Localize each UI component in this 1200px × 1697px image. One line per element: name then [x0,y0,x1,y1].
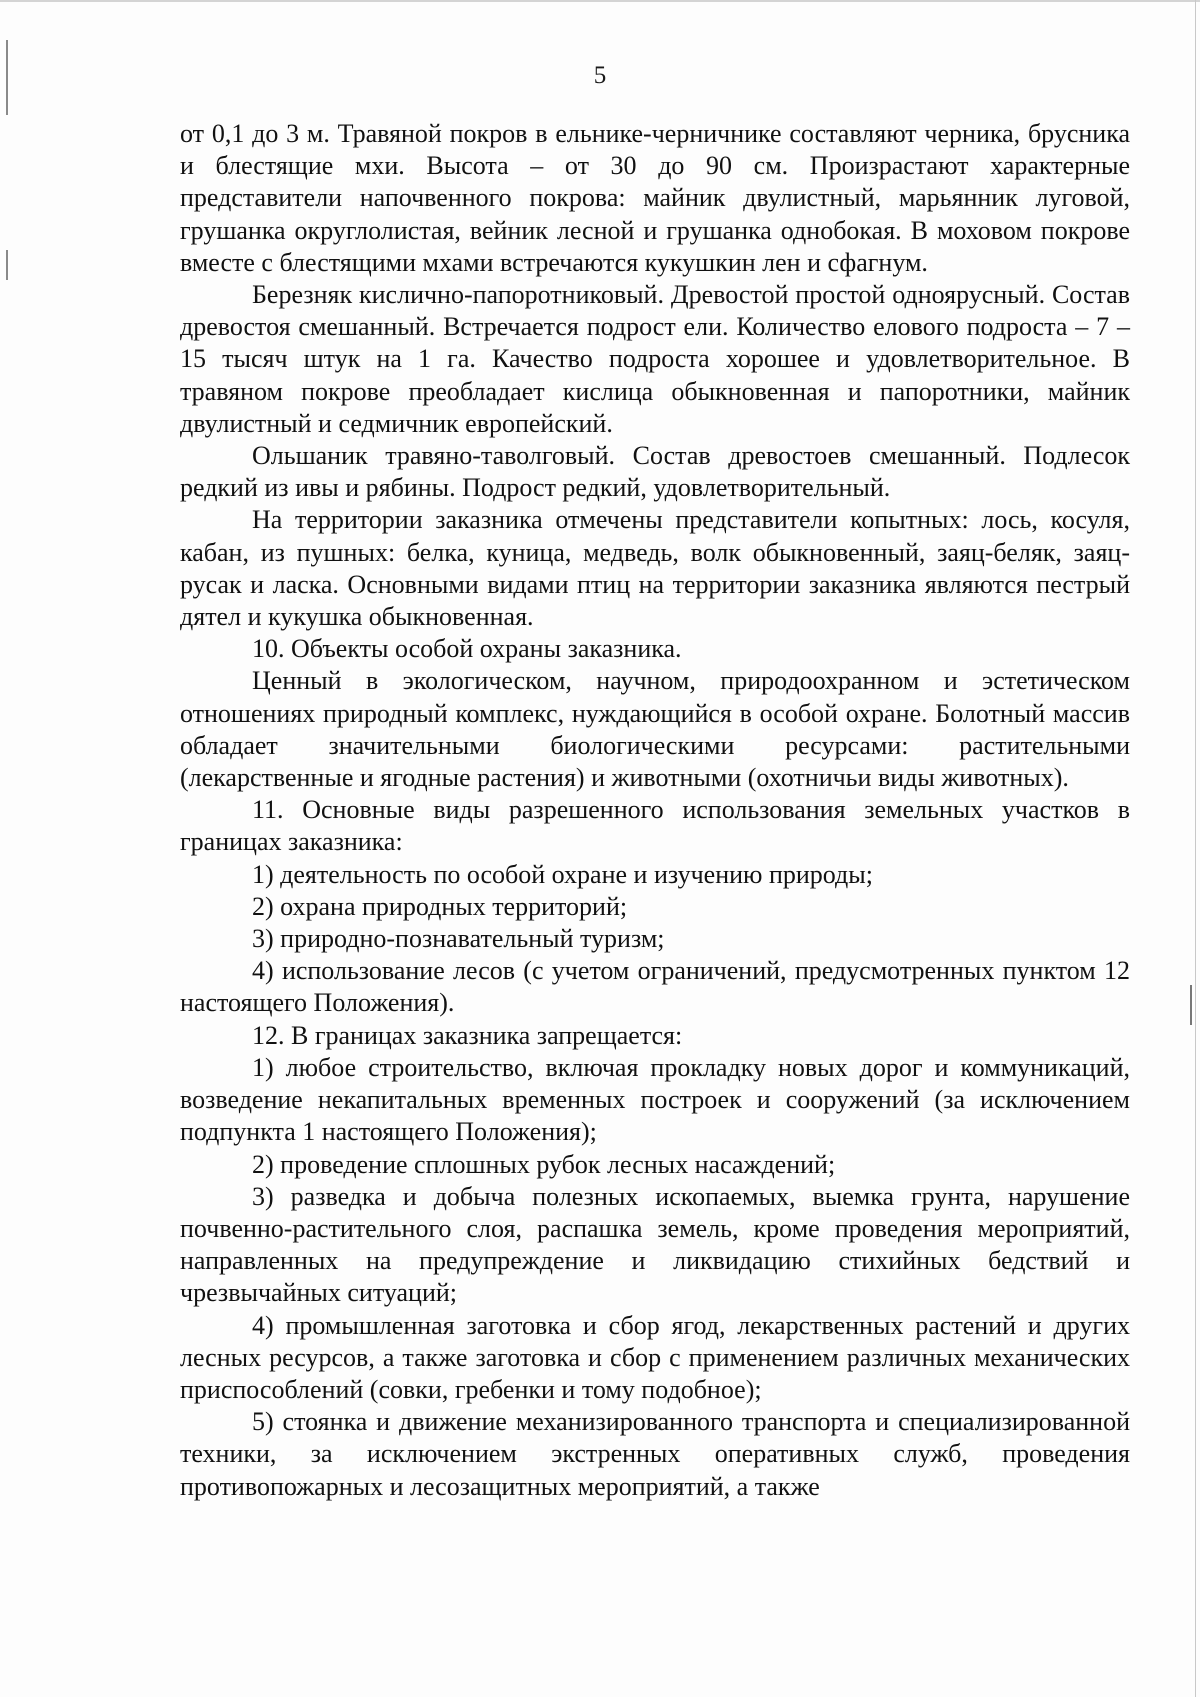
list-item: 2) проведение сплошных рубок лесных насаждений; [252,1149,836,1179]
paragraph-continuation: от 0,1 до 3 м. Травяной покров в ельнике-черничнике составляют черника, брусника и блестящие мхи. Высота – от 30 до 90 см. Произрастают характерные представители напочвенного покрова: майник двулистный, марьянник луговой, грушанка округлолистая, вейник лесной и грушанка однобокая. В моховом покрове вместе с блестящими мхами встречаются кукушкин лен и сфагнум. [180,119,1130,277]
list-item: 3) природно-познавательный туризм; [252,924,665,954]
document-body [180,118,1130,1503]
page-number: 5 [593,62,607,89]
list-item: 1) любое строительство, включая прокладку новых дорог и коммуникаций, возведение некапитальных временных построек и сооружений (за исключением подпункта 1 настоящего Положения); [180,1052,1130,1147]
scan-top-border [0,0,1200,2]
section-heading-10: 10. Объекты особой охраны заказника. [252,634,682,664]
list-item: 3) разведка и добыча полезных ископаемых, выемка грунта, нарушение почвенно-растительного слоя, распашка земель, кроме проведения мероприятий, направленных на предупреждение и ликвидацию стихийных бедствий и чрезвычайных ситуаций; [180,1181,1130,1308]
scan-right-border [1195,0,1196,1697]
paragraph: Березняк кислично-папоротниковый. Древостой простой одноярусный. Состав древостоя смешанный. Встречается подрост ели. Количество елового подроста – 7 – 15 тысяч штук на 1 га. Качество подроста хорошее и удовлетворительное. В травяном покрове преобладает кислица обыкновенная и папоротники, майник двулистный и седмичник европейский. [180,280,1130,438]
scan-right-mark [1190,985,1192,1025]
list-item: 2) охрана природных территорий; [252,891,628,921]
paragraph: Ольшаник травяно-таволговый. Состав древостоев смешанный. Подлесок редкий из ивы и рябины. Подрост редкий, удовлетворительный. [180,441,1130,503]
section-heading-11: 11. Основные виды разрешенного использования земельных участков в границах заказника: [180,795,1130,857]
list-item: 4) использование лесов (с учетом ограничений, предусмотренных пунктом 12 настоящего Положения). [180,956,1130,1018]
list-item: 4) промышленная заготовка и сбор ягод, лекарственных растений и других лесных ресурсов, а также заготовка и сбор с применением различных механических приспособлений (совки, гребенки и тому подобное); [180,1310,1130,1404]
paragraph: Ценный в экологическом, научном, природоохранном и эстетическом отношениях природный комплекс, нуждающийся в особой охране. Болотный массив обладает значительными биологическими ресурсами: растительными (лекарственные и ягодные растения) и животными (охотничьи виды животных). [180,666,1130,793]
paragraph: На территории заказника отмечены представители копытных: лось, косуля, кабан, из пушных: белка, куница, медведь, волк обыкновенный, заяц-беляк, заяц-русак и ласка. Основными видами птиц на территории заказника являются пестрый дятел и кукушка обыкновенная. [180,505,1130,632]
section-heading-12: 12. В границах заказника запрещается: [252,1020,683,1050]
scan-binding-mark [6,250,8,280]
list-item: 5) стоянка и движение механизированного транспорта и специализированной техники, за исключением экстренных оперативных служб, проведения противопожарных и лесозащитных мероприятий, а также [180,1407,1130,1501]
list-item: 1) деятельность по особой охране и изучению природы; [252,859,873,889]
